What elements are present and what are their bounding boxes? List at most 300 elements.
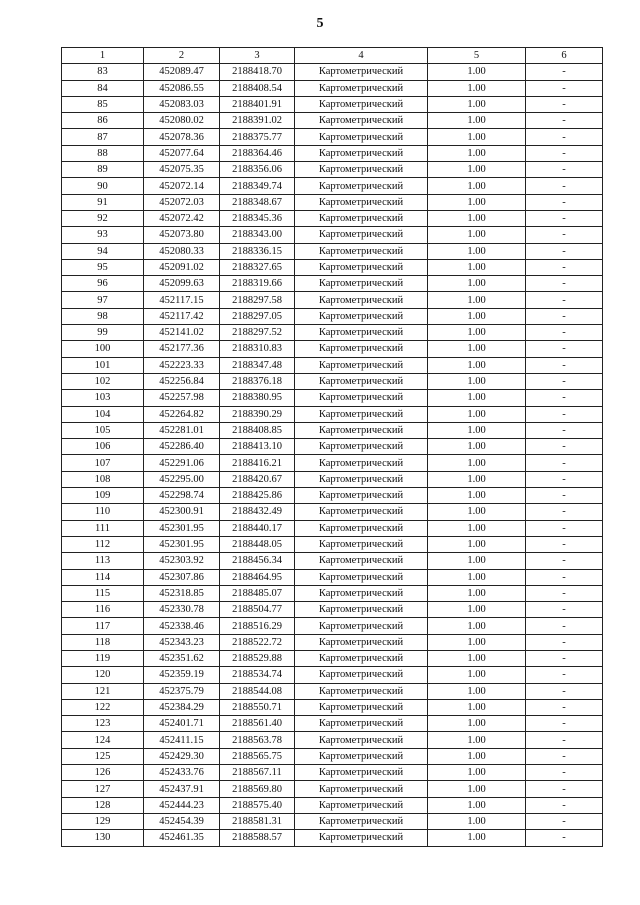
method-cell: Картометрический	[295, 113, 428, 129]
x-coordinate-cell: 452117.42	[144, 308, 220, 324]
accuracy-cell: 1.00	[428, 113, 526, 129]
x-coordinate-cell: 452375.79	[144, 683, 220, 699]
description-cell: -	[526, 699, 603, 715]
description-cell: -	[526, 227, 603, 243]
column-header: 3	[220, 48, 295, 64]
method-cell: Картометрический	[295, 210, 428, 226]
y-coordinate-cell: 2188550.71	[220, 699, 295, 715]
x-coordinate-cell: 452177.36	[144, 341, 220, 357]
point-number-cell: 89	[62, 162, 144, 178]
point-number-cell: 130	[62, 830, 144, 846]
y-coordinate-cell: 2188375.77	[220, 129, 295, 145]
y-coordinate-cell: 2188347.48	[220, 357, 295, 373]
accuracy-cell: 1.00	[428, 585, 526, 601]
accuracy-cell: 1.00	[428, 145, 526, 161]
description-cell: -	[526, 373, 603, 389]
description-cell: -	[526, 292, 603, 308]
description-cell: -	[526, 210, 603, 226]
y-coordinate-cell: 2188349.74	[220, 178, 295, 194]
x-coordinate-cell: 452411.15	[144, 732, 220, 748]
description-cell: -	[526, 96, 603, 112]
x-coordinate-cell: 452301.95	[144, 536, 220, 552]
method-cell: Картометрический	[295, 129, 428, 145]
accuracy-cell: 1.00	[428, 129, 526, 145]
table-row	[62, 439, 603, 455]
table-row	[62, 422, 603, 438]
point-number-cell: 95	[62, 259, 144, 275]
accuracy-cell: 1.00	[428, 341, 526, 357]
table-row	[62, 699, 603, 715]
y-coordinate-cell: 2188376.18	[220, 373, 295, 389]
point-number-cell: 92	[62, 210, 144, 226]
method-cell: Картометрический	[295, 471, 428, 487]
table-row	[62, 569, 603, 585]
description-cell: -	[526, 194, 603, 210]
table-row	[62, 683, 603, 699]
description-cell: -	[526, 830, 603, 846]
description-cell: -	[526, 341, 603, 357]
table-row	[62, 488, 603, 504]
y-coordinate-cell: 2188408.54	[220, 80, 295, 96]
accuracy-cell: 1.00	[428, 569, 526, 585]
method-cell: Картометрический	[295, 341, 428, 357]
method-cell: Картометрический	[295, 634, 428, 650]
method-cell: Картометрический	[295, 162, 428, 178]
point-number-cell: 96	[62, 276, 144, 292]
description-cell: -	[526, 276, 603, 292]
accuracy-cell: 1.00	[428, 96, 526, 112]
table-row	[62, 748, 603, 764]
table-row	[62, 797, 603, 813]
method-cell: Картометрический	[295, 390, 428, 406]
point-number-cell: 91	[62, 194, 144, 210]
x-coordinate-cell: 452318.85	[144, 585, 220, 601]
description-cell: -	[526, 553, 603, 569]
y-coordinate-cell: 2188569.80	[220, 781, 295, 797]
point-number-cell: 88	[62, 145, 144, 161]
point-number-cell: 123	[62, 716, 144, 732]
point-number-cell: 129	[62, 813, 144, 829]
point-number-cell: 86	[62, 113, 144, 129]
point-number-cell: 126	[62, 765, 144, 781]
x-coordinate-cell: 452303.92	[144, 553, 220, 569]
x-coordinate-cell: 452257.98	[144, 390, 220, 406]
method-cell: Картометрический	[295, 80, 428, 96]
point-number-cell: 117	[62, 618, 144, 634]
accuracy-cell: 1.00	[428, 243, 526, 259]
accuracy-cell: 1.00	[428, 80, 526, 96]
point-number-cell: 98	[62, 308, 144, 324]
table-row	[62, 667, 603, 683]
point-number-cell: 104	[62, 406, 144, 422]
point-number-cell: 125	[62, 748, 144, 764]
y-coordinate-cell: 2188356.06	[220, 162, 295, 178]
point-number-cell: 100	[62, 341, 144, 357]
page-number: 5	[316, 16, 324, 31]
method-cell: Картометрический	[295, 602, 428, 618]
table-row	[62, 732, 603, 748]
point-number-cell: 102	[62, 373, 144, 389]
x-coordinate-cell: 452359.19	[144, 667, 220, 683]
accuracy-cell: 1.00	[428, 292, 526, 308]
accuracy-cell: 1.00	[428, 422, 526, 438]
x-coordinate-cell: 452089.47	[144, 64, 220, 80]
x-coordinate-cell: 452291.06	[144, 455, 220, 471]
description-cell: -	[526, 406, 603, 422]
accuracy-cell: 1.00	[428, 650, 526, 666]
method-cell: Картометрический	[295, 536, 428, 552]
accuracy-cell: 1.00	[428, 504, 526, 520]
x-coordinate-cell: 452077.64	[144, 145, 220, 161]
accuracy-cell: 1.00	[428, 162, 526, 178]
table-row	[62, 781, 603, 797]
point-number-cell: 105	[62, 422, 144, 438]
table-body	[62, 64, 603, 846]
y-coordinate-cell: 2188448.05	[220, 536, 295, 552]
table-row	[62, 162, 603, 178]
point-number-cell: 111	[62, 520, 144, 536]
x-coordinate-cell: 452083.03	[144, 96, 220, 112]
point-number-cell: 116	[62, 602, 144, 618]
x-coordinate-cell: 452338.46	[144, 618, 220, 634]
method-cell: Картометрический	[295, 455, 428, 471]
description-cell: -	[526, 732, 603, 748]
y-coordinate-cell: 2188432.49	[220, 504, 295, 520]
accuracy-cell: 1.00	[428, 64, 526, 80]
y-coordinate-cell: 2188343.00	[220, 227, 295, 243]
x-coordinate-cell: 452307.86	[144, 569, 220, 585]
accuracy-cell: 1.00	[428, 765, 526, 781]
accuracy-cell: 1.00	[428, 683, 526, 699]
table-row	[62, 145, 603, 161]
y-coordinate-cell: 2188327.65	[220, 259, 295, 275]
accuracy-cell: 1.00	[428, 781, 526, 797]
method-cell: Картометрический	[295, 748, 428, 764]
x-coordinate-cell: 452073.80	[144, 227, 220, 243]
table-row	[62, 129, 603, 145]
table-row	[62, 602, 603, 618]
method-cell: Картометрический	[295, 504, 428, 520]
y-coordinate-cell: 2188425.86	[220, 488, 295, 504]
table-row	[62, 210, 603, 226]
x-coordinate-cell: 452072.14	[144, 178, 220, 194]
point-number-cell: 119	[62, 650, 144, 666]
y-coordinate-cell: 2188310.83	[220, 341, 295, 357]
x-coordinate-cell: 452444.23	[144, 797, 220, 813]
method-cell: Картометрический	[295, 373, 428, 389]
accuracy-cell: 1.00	[428, 699, 526, 715]
y-coordinate-cell: 2188504.77	[220, 602, 295, 618]
y-coordinate-cell: 2188567.11	[220, 765, 295, 781]
x-coordinate-cell: 452343.23	[144, 634, 220, 650]
table-row	[62, 80, 603, 96]
method-cell: Картометрический	[295, 145, 428, 161]
description-cell: -	[526, 634, 603, 650]
method-cell: Картометрический	[295, 276, 428, 292]
table-row	[62, 227, 603, 243]
method-cell: Картометрический	[295, 227, 428, 243]
x-coordinate-cell: 452330.78	[144, 602, 220, 618]
table-row	[62, 813, 603, 829]
table-row	[62, 406, 603, 422]
table-row	[62, 308, 603, 324]
description-cell: -	[526, 129, 603, 145]
description-cell: -	[526, 618, 603, 634]
method-cell: Картометрический	[295, 325, 428, 341]
accuracy-cell: 1.00	[428, 325, 526, 341]
y-coordinate-cell: 2188364.46	[220, 145, 295, 161]
accuracy-cell: 1.00	[428, 634, 526, 650]
y-coordinate-cell: 2188544.08	[220, 683, 295, 699]
description-cell: -	[526, 178, 603, 194]
method-cell: Картометрический	[295, 178, 428, 194]
y-coordinate-cell: 2188561.40	[220, 716, 295, 732]
x-coordinate-cell: 452099.63	[144, 276, 220, 292]
description-cell: -	[526, 64, 603, 80]
point-number-cell: 120	[62, 667, 144, 683]
x-coordinate-cell: 452286.40	[144, 439, 220, 455]
point-number-cell: 90	[62, 178, 144, 194]
point-number-cell: 85	[62, 96, 144, 112]
accuracy-cell: 1.00	[428, 357, 526, 373]
table-row	[62, 536, 603, 552]
x-coordinate-cell: 452256.84	[144, 373, 220, 389]
y-coordinate-cell: 2188391.02	[220, 113, 295, 129]
method-cell: Картометрический	[295, 650, 428, 666]
table-row	[62, 634, 603, 650]
point-number-cell: 108	[62, 471, 144, 487]
method-cell: Картометрический	[295, 194, 428, 210]
table-row	[62, 259, 603, 275]
table-row	[62, 390, 603, 406]
point-number-cell: 97	[62, 292, 144, 308]
method-cell: Картометрический	[295, 732, 428, 748]
method-cell: Картометрический	[295, 422, 428, 438]
x-coordinate-cell: 452429.30	[144, 748, 220, 764]
y-coordinate-cell: 2188440.17	[220, 520, 295, 536]
y-coordinate-cell: 2188297.52	[220, 325, 295, 341]
description-cell: -	[526, 797, 603, 813]
accuracy-cell: 1.00	[428, 536, 526, 552]
point-number-cell: 110	[62, 504, 144, 520]
point-number-cell: 121	[62, 683, 144, 699]
method-cell: Картометрический	[295, 520, 428, 536]
method-cell: Картометрический	[295, 765, 428, 781]
y-coordinate-cell: 2188319.66	[220, 276, 295, 292]
method-cell: Картометрический	[295, 813, 428, 829]
description-cell: -	[526, 520, 603, 536]
method-cell: Картометрический	[295, 667, 428, 683]
description-cell: -	[526, 439, 603, 455]
description-cell: -	[526, 813, 603, 829]
coordinates-table	[61, 47, 603, 847]
x-coordinate-cell: 452281.01	[144, 422, 220, 438]
description-cell: -	[526, 471, 603, 487]
accuracy-cell: 1.00	[428, 602, 526, 618]
description-cell: -	[526, 422, 603, 438]
description-cell: -	[526, 357, 603, 373]
method-cell: Картометрический	[295, 488, 428, 504]
x-coordinate-cell: 452300.91	[144, 504, 220, 520]
description-cell: -	[526, 504, 603, 520]
x-coordinate-cell: 452461.35	[144, 830, 220, 846]
column-header: 2	[144, 48, 220, 64]
description-cell: -	[526, 683, 603, 699]
accuracy-cell: 1.00	[428, 373, 526, 389]
table-row	[62, 553, 603, 569]
y-coordinate-cell: 2188464.95	[220, 569, 295, 585]
method-cell: Картометрический	[295, 406, 428, 422]
description-cell: -	[526, 716, 603, 732]
method-cell: Картометрический	[295, 357, 428, 373]
table-row	[62, 276, 603, 292]
point-number-cell: 99	[62, 325, 144, 341]
point-number-cell: 87	[62, 129, 144, 145]
header-row	[62, 48, 603, 64]
y-coordinate-cell: 2188529.88	[220, 650, 295, 666]
y-coordinate-cell: 2188565.75	[220, 748, 295, 764]
description-cell: -	[526, 113, 603, 129]
point-number-cell: 118	[62, 634, 144, 650]
description-cell: -	[526, 569, 603, 585]
accuracy-cell: 1.00	[428, 194, 526, 210]
accuracy-cell: 1.00	[428, 308, 526, 324]
point-number-cell: 103	[62, 390, 144, 406]
point-number-cell: 84	[62, 80, 144, 96]
x-coordinate-cell: 452086.55	[144, 80, 220, 96]
x-coordinate-cell: 452117.15	[144, 292, 220, 308]
x-coordinate-cell: 452080.02	[144, 113, 220, 129]
table-row	[62, 96, 603, 112]
description-cell: -	[526, 325, 603, 341]
accuracy-cell: 1.00	[428, 390, 526, 406]
description-cell: -	[526, 145, 603, 161]
accuracy-cell: 1.00	[428, 716, 526, 732]
y-coordinate-cell: 2188456.34	[220, 553, 295, 569]
point-number-cell: 94	[62, 243, 144, 259]
accuracy-cell: 1.00	[428, 830, 526, 846]
x-coordinate-cell: 452091.02	[144, 259, 220, 275]
column-header: 5	[428, 48, 526, 64]
column-header: 6	[526, 48, 603, 64]
method-cell: Картометрический	[295, 797, 428, 813]
point-number-cell: 109	[62, 488, 144, 504]
accuracy-cell: 1.00	[428, 276, 526, 292]
method-cell: Картометрический	[295, 716, 428, 732]
accuracy-cell: 1.00	[428, 259, 526, 275]
column-header: 1	[62, 48, 144, 64]
accuracy-cell: 1.00	[428, 667, 526, 683]
x-coordinate-cell: 452072.03	[144, 194, 220, 210]
y-coordinate-cell: 2188522.72	[220, 634, 295, 650]
method-cell: Картометрический	[295, 699, 428, 715]
y-coordinate-cell: 2188297.58	[220, 292, 295, 308]
point-number-cell: 93	[62, 227, 144, 243]
point-number-cell: 122	[62, 699, 144, 715]
description-cell: -	[526, 80, 603, 96]
x-coordinate-cell: 452301.95	[144, 520, 220, 536]
description-cell: -	[526, 162, 603, 178]
point-number-cell: 128	[62, 797, 144, 813]
table-row	[62, 585, 603, 601]
y-coordinate-cell: 2188348.67	[220, 194, 295, 210]
y-coordinate-cell: 2188380.95	[220, 390, 295, 406]
accuracy-cell: 1.00	[428, 520, 526, 536]
accuracy-cell: 1.00	[428, 813, 526, 829]
method-cell: Картометрический	[295, 781, 428, 797]
method-cell: Картометрический	[295, 830, 428, 846]
point-number-cell: 112	[62, 536, 144, 552]
table-row	[62, 357, 603, 373]
table-row	[62, 504, 603, 520]
accuracy-cell: 1.00	[428, 406, 526, 422]
table-row	[62, 618, 603, 634]
accuracy-cell: 1.00	[428, 618, 526, 634]
accuracy-cell: 1.00	[428, 178, 526, 194]
point-number-cell: 83	[62, 64, 144, 80]
x-coordinate-cell: 452078.36	[144, 129, 220, 145]
point-number-cell: 114	[62, 569, 144, 585]
x-coordinate-cell: 452454.39	[144, 813, 220, 829]
table-row	[62, 292, 603, 308]
description-cell: -	[526, 455, 603, 471]
point-number-cell: 115	[62, 585, 144, 601]
accuracy-cell: 1.00	[428, 455, 526, 471]
y-coordinate-cell: 2188401.91	[220, 96, 295, 112]
method-cell: Картометрический	[295, 243, 428, 259]
point-number-cell: 113	[62, 553, 144, 569]
method-cell: Картометрический	[295, 618, 428, 634]
y-coordinate-cell: 2188418.70	[220, 64, 295, 80]
table-row	[62, 325, 603, 341]
table-row	[62, 716, 603, 732]
description-cell: -	[526, 667, 603, 683]
description-cell: -	[526, 259, 603, 275]
y-coordinate-cell: 2188485.07	[220, 585, 295, 601]
description-cell: -	[526, 390, 603, 406]
x-coordinate-cell: 452401.71	[144, 716, 220, 732]
accuracy-cell: 1.00	[428, 227, 526, 243]
table-row	[62, 341, 603, 357]
table-row	[62, 650, 603, 666]
accuracy-cell: 1.00	[428, 488, 526, 504]
table-row	[62, 520, 603, 536]
method-cell: Картометрический	[295, 553, 428, 569]
method-cell: Картометрический	[295, 292, 428, 308]
description-cell: -	[526, 488, 603, 504]
method-cell: Картометрический	[295, 64, 428, 80]
table-row	[62, 471, 603, 487]
table-row	[62, 243, 603, 259]
description-cell: -	[526, 650, 603, 666]
table-row	[62, 373, 603, 389]
method-cell: Картометрический	[295, 683, 428, 699]
method-cell: Картометрический	[295, 259, 428, 275]
table-row	[62, 64, 603, 80]
y-coordinate-cell: 2188408.85	[220, 422, 295, 438]
x-coordinate-cell: 452075.35	[144, 162, 220, 178]
description-cell: -	[526, 781, 603, 797]
x-coordinate-cell: 452141.02	[144, 325, 220, 341]
table-row	[62, 194, 603, 210]
accuracy-cell: 1.00	[428, 553, 526, 569]
y-coordinate-cell: 2188588.57	[220, 830, 295, 846]
y-coordinate-cell: 2188563.78	[220, 732, 295, 748]
y-coordinate-cell: 2188420.67	[220, 471, 295, 487]
method-cell: Картометрический	[295, 96, 428, 112]
column-header: 4	[295, 48, 428, 64]
table-row	[62, 830, 603, 846]
